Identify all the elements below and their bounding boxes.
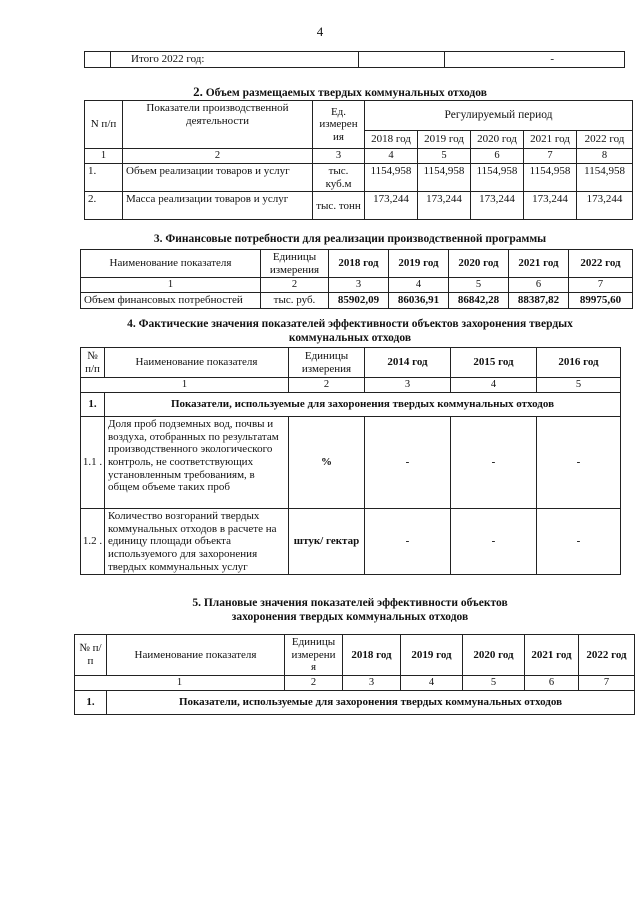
row-value: -: [451, 509, 537, 575]
row-num: 1.1 .: [81, 417, 105, 509]
row-unit: тыс. руб.: [261, 293, 329, 309]
row-value: 173,244: [471, 192, 524, 220]
header-year: 2022 год: [569, 250, 633, 278]
table-row: [81, 509, 621, 575]
col-number: 3: [343, 675, 401, 690]
row-value: 1154,958: [577, 164, 633, 192]
header-year: 2020 год: [449, 250, 509, 278]
row-value: 173,244: [524, 192, 577, 220]
row-value: 88387,82: [509, 293, 569, 309]
section2-number: 2.: [193, 84, 203, 99]
section3-heading: 3. Финансовые потребности для реализации производственной программы: [153, 233, 547, 245]
row-unit: %: [289, 417, 365, 509]
row-value: 173,244: [365, 192, 418, 220]
row-value: 173,244: [577, 192, 633, 220]
group-num: 1.: [75, 690, 107, 714]
total-label: Итого 2022 год:: [111, 52, 359, 68]
total-empty-cell: [85, 52, 111, 68]
header-num: № п/п: [75, 635, 107, 676]
row-value: -: [537, 417, 621, 509]
col-number: 3: [365, 378, 451, 393]
col-number: 8: [577, 149, 633, 164]
table-row: [81, 417, 621, 509]
header-year: 2022 год: [577, 131, 633, 149]
row-value: -: [537, 509, 621, 575]
row-value: 1154,958: [418, 164, 471, 192]
row-value: 89975,60: [569, 293, 633, 309]
row-unit: тыс. куб.м: [313, 164, 365, 192]
header-year: 2014 год: [365, 348, 451, 378]
header-year: 2020 год: [463, 635, 525, 676]
row-name: Количество возгораний твердых коммунальных отходов в расчете на единицу площади объекта используемого для захоронения твердых коммунальных услуг: [105, 509, 289, 575]
section2-heading: [130, 84, 550, 100]
section5-title-line2: захоронения твердых коммунальных отходов: [231, 611, 469, 624]
row-name: Доля проб подземных вод, почвы и воздуха, отобранных по результатам производственного экологического контроль, не соответствующих установленным требованиям, в общем объеме таких проб: [105, 417, 289, 509]
col-number: 2: [285, 675, 343, 690]
header-year: 2019 год: [389, 250, 449, 278]
table-row: [85, 164, 633, 192]
header-unit: Единицы измерения: [261, 250, 329, 278]
section5-title-line1: 5. Плановые значения показателей эффективности объектов: [192, 597, 508, 609]
header-indicator: Показатели производственной деятельности: [123, 101, 313, 149]
row-value: 1154,958: [365, 164, 418, 192]
header-indicator: Наименование показателя: [107, 635, 285, 676]
col-number: 1: [81, 378, 289, 393]
col-number: 7: [524, 149, 577, 164]
row-value: 173,244: [418, 192, 471, 220]
section5-heading: [110, 596, 590, 625]
section4-title-line2: коммунальных отходов: [288, 332, 412, 345]
section4-table: [80, 347, 621, 575]
row-value: 86842,28: [449, 293, 509, 309]
header-year: 2019 год: [401, 635, 463, 676]
row-value: 85902,09: [329, 293, 389, 309]
header-period: Регулируемый период: [365, 101, 633, 131]
col-number: 7: [569, 278, 633, 293]
header-year: 2021 год: [524, 131, 577, 149]
col-number: 3: [329, 278, 389, 293]
row-value: 1154,958: [524, 164, 577, 192]
col-number: 2: [261, 278, 329, 293]
row-num: 1.: [85, 164, 123, 192]
col-number: 1: [85, 149, 123, 164]
header-year: 2018 год: [365, 131, 418, 149]
col-number: 5: [418, 149, 471, 164]
header-indicator: Наименование показателя: [81, 250, 261, 278]
header-year: 2016 год: [537, 348, 621, 378]
group-title: Показатели, используемые для захоронения твердых коммунальных отходов: [105, 393, 621, 417]
col-number: 5: [463, 675, 525, 690]
section4-title-line1: 4. Фактические значения показателей эффективности объектов захоронения твердых: [127, 318, 573, 330]
col-number: 4: [451, 378, 537, 393]
col-number: 1: [75, 675, 285, 690]
row-num: 1.2 .: [81, 509, 105, 575]
header-num: N п/п: [85, 101, 123, 149]
section2-title: Объем размещаемых твердых коммунальных отходов: [205, 87, 487, 99]
row-name: Объем финансовых потребностей: [81, 293, 261, 309]
header-year: 2018 год: [343, 635, 401, 676]
row-value: 1154,958: [471, 164, 524, 192]
col-number: 5: [537, 378, 621, 393]
header-num: № п/п: [81, 348, 105, 378]
header-unit: Ед. измерен ия: [313, 101, 365, 149]
col-number: 7: [579, 675, 635, 690]
row-name: Масса реализации товаров и услуг: [123, 192, 313, 220]
page-number: 4: [316, 24, 324, 39]
header-unit: Единицы измерени я: [285, 635, 343, 676]
header-year: 2020 год: [471, 131, 524, 149]
header-year: 2021 год: [525, 635, 579, 676]
total-2022-row: [84, 51, 625, 68]
section4-heading: [70, 317, 630, 346]
total-empty-cell: [359, 52, 445, 68]
col-number: 2: [289, 378, 365, 393]
col-number: 6: [525, 675, 579, 690]
col-number: 4: [389, 278, 449, 293]
table-row: [81, 293, 633, 309]
total-dash: -: [445, 52, 625, 68]
section5-table: [74, 634, 635, 715]
col-number: 4: [365, 149, 418, 164]
row-unit: штук/ гектар: [289, 509, 365, 575]
col-number: 4: [401, 675, 463, 690]
section2-table: [84, 100, 633, 220]
row-value: 86036,91: [389, 293, 449, 309]
row-value: -: [365, 417, 451, 509]
header-year: 2019 год: [418, 131, 471, 149]
group-title: Показатели, используемые для захоронения твердых коммунальных отходов: [107, 690, 635, 714]
header-year: 2021 год: [509, 250, 569, 278]
col-number: 6: [471, 149, 524, 164]
header-year: 2015 год: [451, 348, 537, 378]
row-name: Объем реализации товаров и услуг: [123, 164, 313, 192]
header-year: 2022 год: [579, 635, 635, 676]
header-unit: Единицы измерения: [289, 348, 365, 378]
row-value: -: [365, 509, 451, 575]
col-number: 6: [509, 278, 569, 293]
row-num: 2.: [85, 192, 123, 220]
row-unit: тыс. тонн: [313, 192, 365, 220]
header-year: 2018 год: [329, 250, 389, 278]
col-number: 2: [123, 149, 313, 164]
col-number: 1: [81, 278, 261, 293]
col-number: 3: [313, 149, 365, 164]
section3-table: [80, 249, 633, 309]
col-number: 5: [449, 278, 509, 293]
header-indicator: Наименование показателя: [105, 348, 289, 378]
row-value: -: [451, 417, 537, 509]
group-num: 1.: [81, 393, 105, 417]
table-row: [85, 192, 633, 220]
